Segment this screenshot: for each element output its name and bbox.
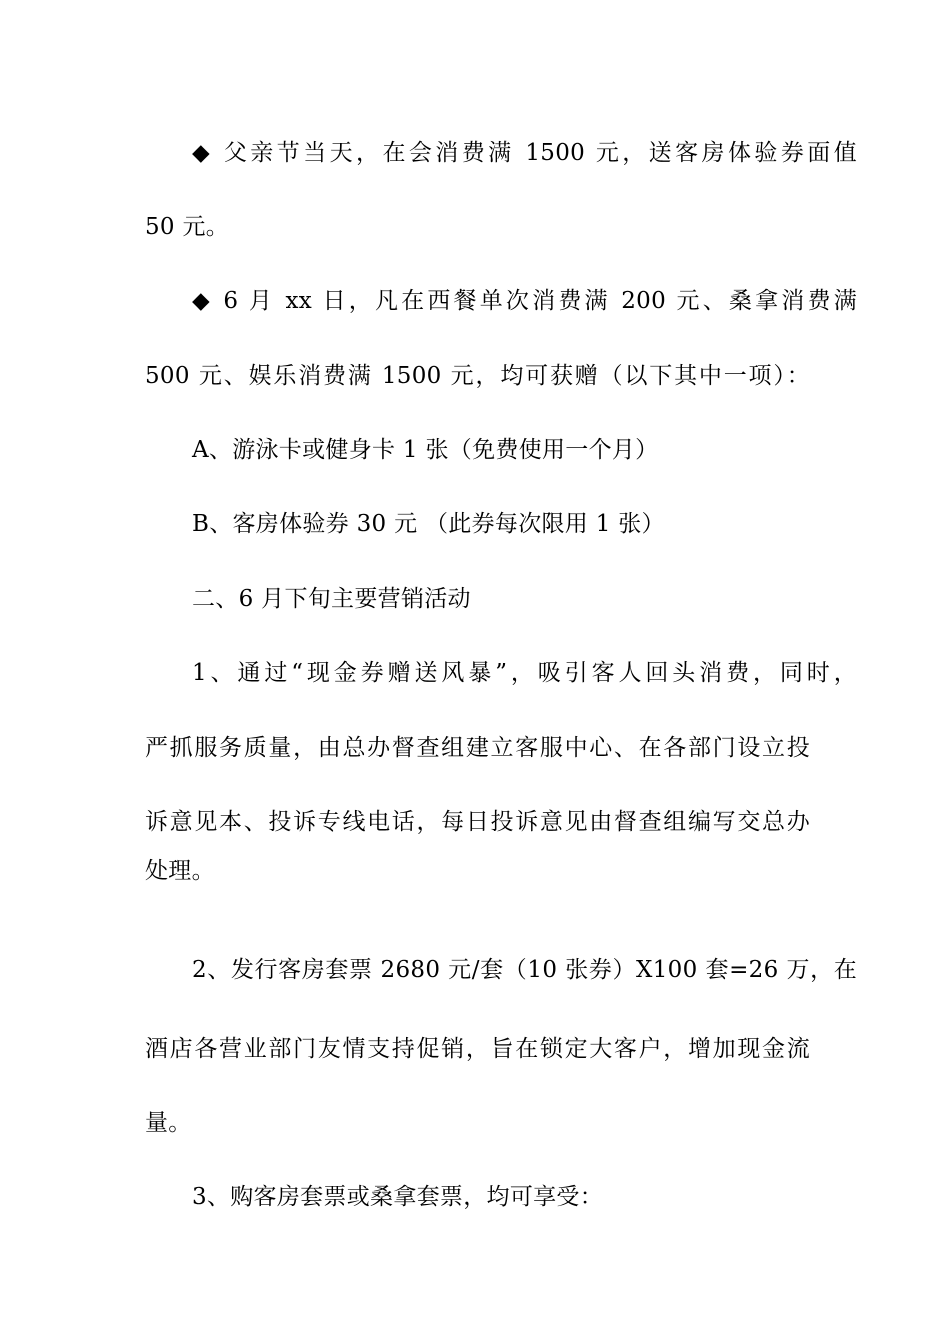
option-b-line: B、客房体验券 30 元 （此券每次限用 1 张） [192,511,665,537]
item-3-line: 3、购客房套票或桑拿套票，均可享受： [192,1184,604,1210]
bullet-line-june-offer: ◆ 6 月 xx 日，凡在西餐单次消费满 200 元、桑拿消费满 [192,288,857,314]
text-line: 严抓服务质量，由总办督查组建立客服中心、在各部门设立投 [145,735,810,761]
option-a-line: A、游泳卡或健身卡 1 张（免费使用一个月） [192,437,659,463]
text-line: 500 元、娱乐消费满 1500 元，均可获赠（以下其中一项）： [145,363,810,389]
item-1-line: 1、通过“现金券赠送风暴”，吸引客人回头消费，同时， [192,660,857,686]
text-line: 酒店各营业部门友情支持促销，旨在锁定大客户，增加现金流 [145,1036,810,1062]
text-line: 50 元。 [145,214,230,240]
section-heading: 二、6 月下旬主要营销活动 [192,586,471,612]
text-line: 处理。 [145,858,215,884]
text-line: 诉意见本、投诉专线电话，每日投诉意见由督查组编写交总办 [145,809,810,835]
bullet-line-fathers-day: ◆ 父亲节当天，在会消费满 1500 元，送客房体验券面值 [192,140,857,166]
text-line: 量。 [145,1110,192,1136]
item-2-line: 2、发行客房套票 2680 元/套（10 张券）X100 套=26 万，在 [192,957,857,983]
